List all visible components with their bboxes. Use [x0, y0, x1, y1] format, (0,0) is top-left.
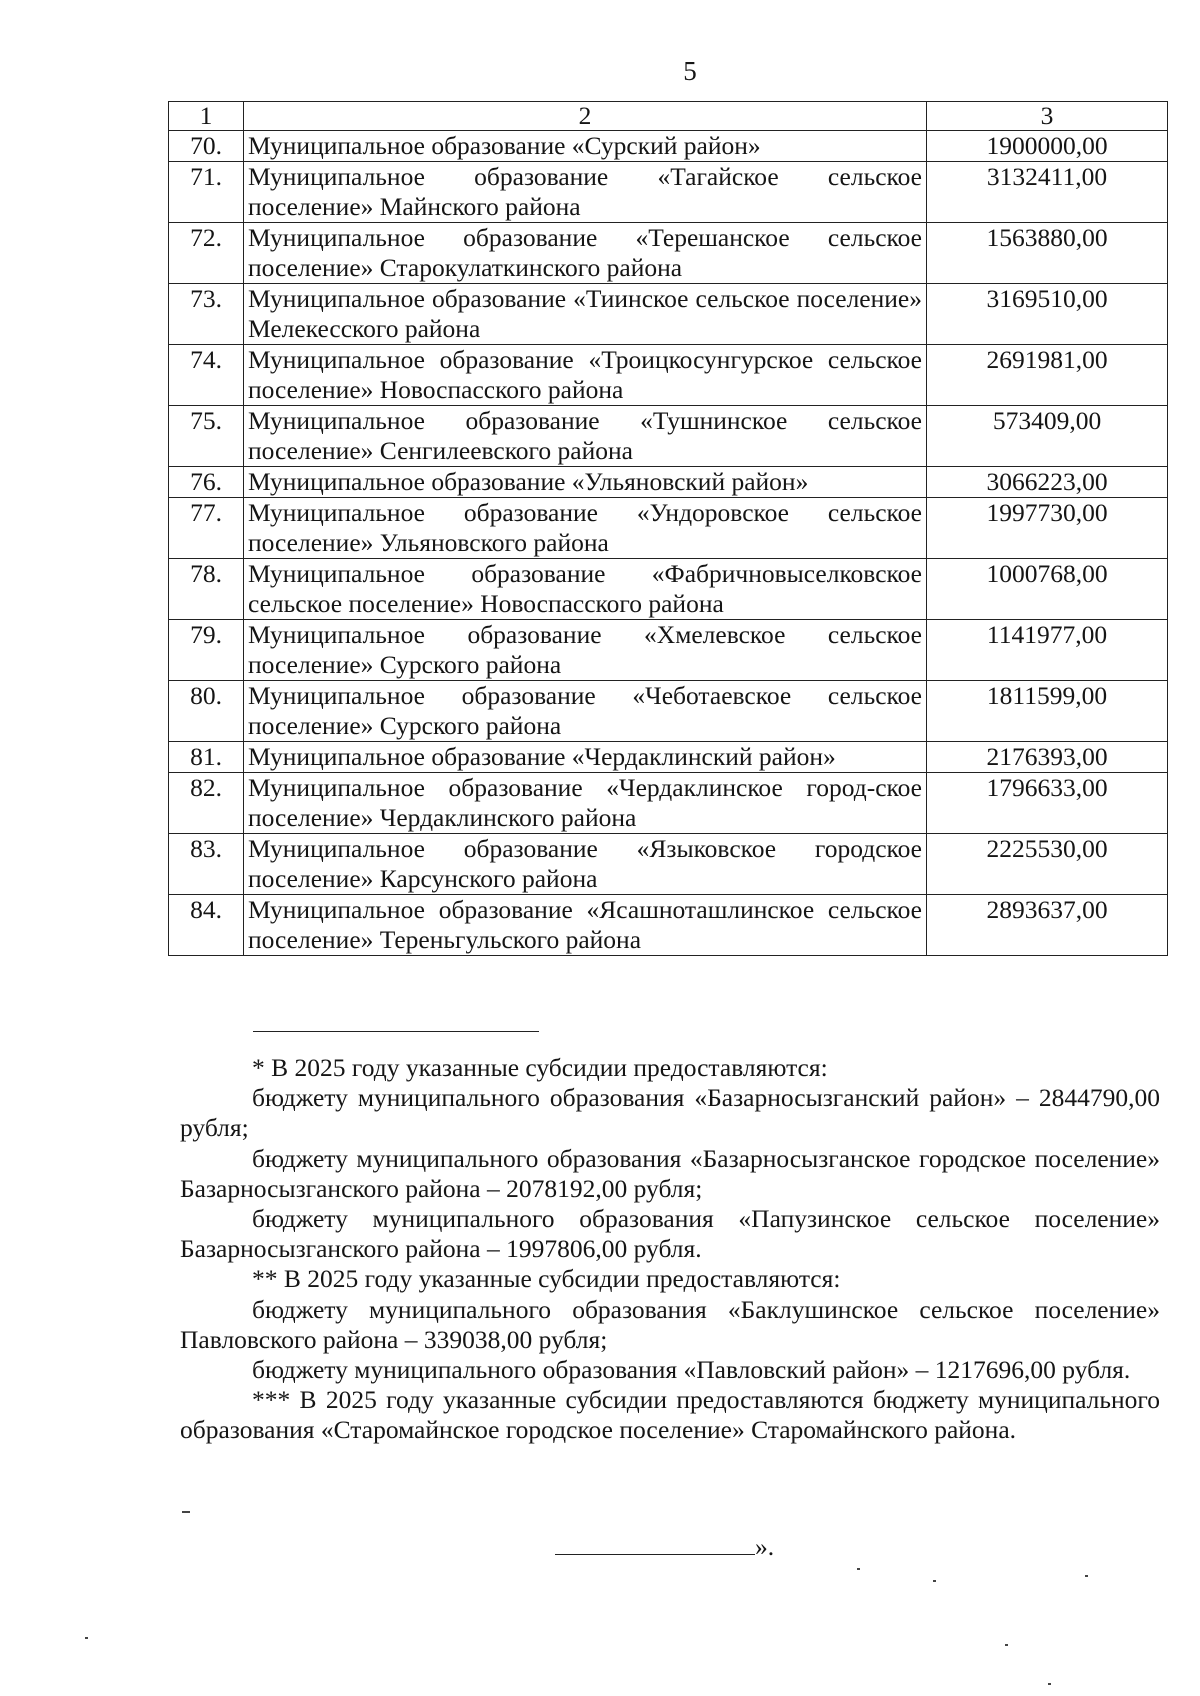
footnotes	[180, 1053, 1160, 1446]
municipality-name: Муниципальное образование «Ульяновский район»	[244, 467, 927, 498]
subsidy-amount: 1900000,00	[927, 131, 1168, 162]
footnote-item: бюджету муниципального образования «Папузинское сельское поселение» Базарносызганского района – 1997806,00 рубля.	[180, 1204, 1160, 1264]
footnote-item: бюджету муниципального образования «Базарносызганский район» – 2844790,00 рубля;	[180, 1083, 1160, 1143]
municipality-name: Муниципальное образование «Фабричновыселковское сельское поселение» Новоспасского района	[244, 559, 927, 620]
row-number: 80.	[169, 681, 244, 742]
table-row	[169, 895, 1168, 956]
municipality-name: Муниципальное образование «Языковское городское поселение» Карсунского района	[244, 834, 927, 895]
municipality-name: Муниципальное образование «Тиинское сельское поселение» Мелекесского района	[244, 284, 927, 345]
subsidy-amount: 1000768,00	[927, 559, 1168, 620]
subsidy-amount: 1997730,00	[927, 498, 1168, 559]
table-row	[169, 345, 1168, 406]
subsidy-amount: 2691981,00	[927, 345, 1168, 406]
table-row	[169, 223, 1168, 284]
table-row	[169, 162, 1168, 223]
municipality-name: Муниципальное образование «Ясашноташлинское сельское поселение» Тереньгульского района	[244, 895, 927, 956]
closing-quote: ».	[755, 1532, 775, 1561]
subsidy-amount: 2893637,00	[927, 895, 1168, 956]
municipality-name: Муниципальное образование «Терешанское сельское поселение» Старокулаткинского района	[244, 223, 927, 284]
subsidy-amount: 573409,00	[927, 406, 1168, 467]
table-row	[169, 620, 1168, 681]
column-header-2: 2	[244, 102, 927, 131]
footnote-item: бюджету муниципального образования «Павловский район» – 1217696,00 рубля.	[252, 1355, 1131, 1385]
table-row	[169, 406, 1168, 467]
row-number: 75.	[169, 406, 244, 467]
municipality-name: Муниципальное образование «Чердаклинский район»	[244, 742, 927, 773]
scan-speck	[1085, 1575, 1088, 1577]
municipality-name: Муниципальное образование «Тагайское сельское поселение» Майнского района	[244, 162, 927, 223]
table-row	[169, 131, 1168, 162]
municipality-name: Муниципальное образование «Чердаклинское город-ское поселение» Чердаклинского района	[244, 773, 927, 834]
footnote-heading-2: ** В 2025 году указанные субсидии предоставляются:	[252, 1264, 841, 1294]
scan-speck	[933, 1580, 936, 1582]
subsidy-amount: 1563880,00	[927, 223, 1168, 284]
municipality-name: Муниципальное образование «Сурский район»	[244, 131, 927, 162]
footnote-heading-3: *** В 2025 году указанные субсидии предоставляются бюджету муниципального образования «Старомайнское городское поселение» Старомайнского района.	[180, 1385, 1160, 1445]
scan-speck	[1005, 1644, 1008, 1646]
scan-speck	[85, 1637, 88, 1639]
municipality-name: Муниципальное образование «Ундоровское сельское поселение» Ульяновского района	[244, 498, 927, 559]
table-row	[169, 498, 1168, 559]
table-row	[169, 467, 1168, 498]
table-row	[169, 559, 1168, 620]
row-number: 81.	[169, 742, 244, 773]
subsidy-amount: 3066223,00	[927, 467, 1168, 498]
footnote-item: бюджету муниципального образования «Баклушинское сельское поселение» Павловского района – 339038,00 рубля;	[180, 1294, 1160, 1354]
table-row	[169, 834, 1168, 895]
closing-mark	[555, 1532, 774, 1562]
table-row	[169, 284, 1168, 345]
table-body	[169, 131, 1168, 956]
row-number: 84.	[169, 895, 244, 956]
row-number: 78.	[169, 559, 244, 620]
column-header-1: 1	[169, 102, 244, 131]
subsidy-amount: 3132411,00	[927, 162, 1168, 223]
row-number: 71.	[169, 162, 244, 223]
subsidy-table	[168, 101, 1168, 956]
row-number: 74.	[169, 345, 244, 406]
subsidy-amount: 2176393,00	[927, 742, 1168, 773]
table-row	[169, 681, 1168, 742]
subsidy-amount: 1141977,00	[927, 620, 1168, 681]
closing-line	[555, 1554, 755, 1555]
table-row	[169, 773, 1168, 834]
subsidy-amount: 1811599,00	[927, 681, 1168, 742]
footnote-heading-1: * В 2025 году указанные субсидии предоставляются:	[252, 1053, 828, 1082]
row-number: 73.	[169, 284, 244, 345]
row-number: 83.	[169, 834, 244, 895]
row-number: 70.	[169, 131, 244, 162]
subsidy-amount: 1796633,00	[927, 773, 1168, 834]
table-header-row	[169, 102, 1168, 131]
scan-speck	[857, 1568, 860, 1570]
row-number: 76.	[169, 467, 244, 498]
page-number: 5	[683, 56, 697, 86]
subsidy-amount: 3169510,00	[927, 284, 1168, 345]
row-number: 79.	[169, 620, 244, 681]
footnote-item: бюджету муниципального образования «Базарносызганское городское поселение» Базарносызганского района – 2078192,00 рубля;	[180, 1143, 1160, 1203]
footnote-divider	[253, 1031, 539, 1032]
scan-speck	[1048, 1683, 1051, 1685]
column-header-3: 3	[927, 102, 1168, 131]
row-number: 82.	[169, 773, 244, 834]
municipality-name: Муниципальное образование «Чеботаевское сельское поселение» Сурского района	[244, 681, 927, 742]
table-row	[169, 742, 1168, 773]
row-number: 72.	[169, 223, 244, 284]
scan-speck	[182, 1511, 190, 1513]
municipality-name: Муниципальное образование «Троицкосунгурское сельское поселение» Новоспасского района	[244, 345, 927, 406]
row-number: 77.	[169, 498, 244, 559]
subsidy-amount: 2225530,00	[927, 834, 1168, 895]
municipality-name: Муниципальное образование «Тушнинское сельское поселение» Сенгилеевского района	[244, 406, 927, 467]
municipality-name: Муниципальное образование «Хмелевское сельское поселение» Сурского района	[244, 620, 927, 681]
